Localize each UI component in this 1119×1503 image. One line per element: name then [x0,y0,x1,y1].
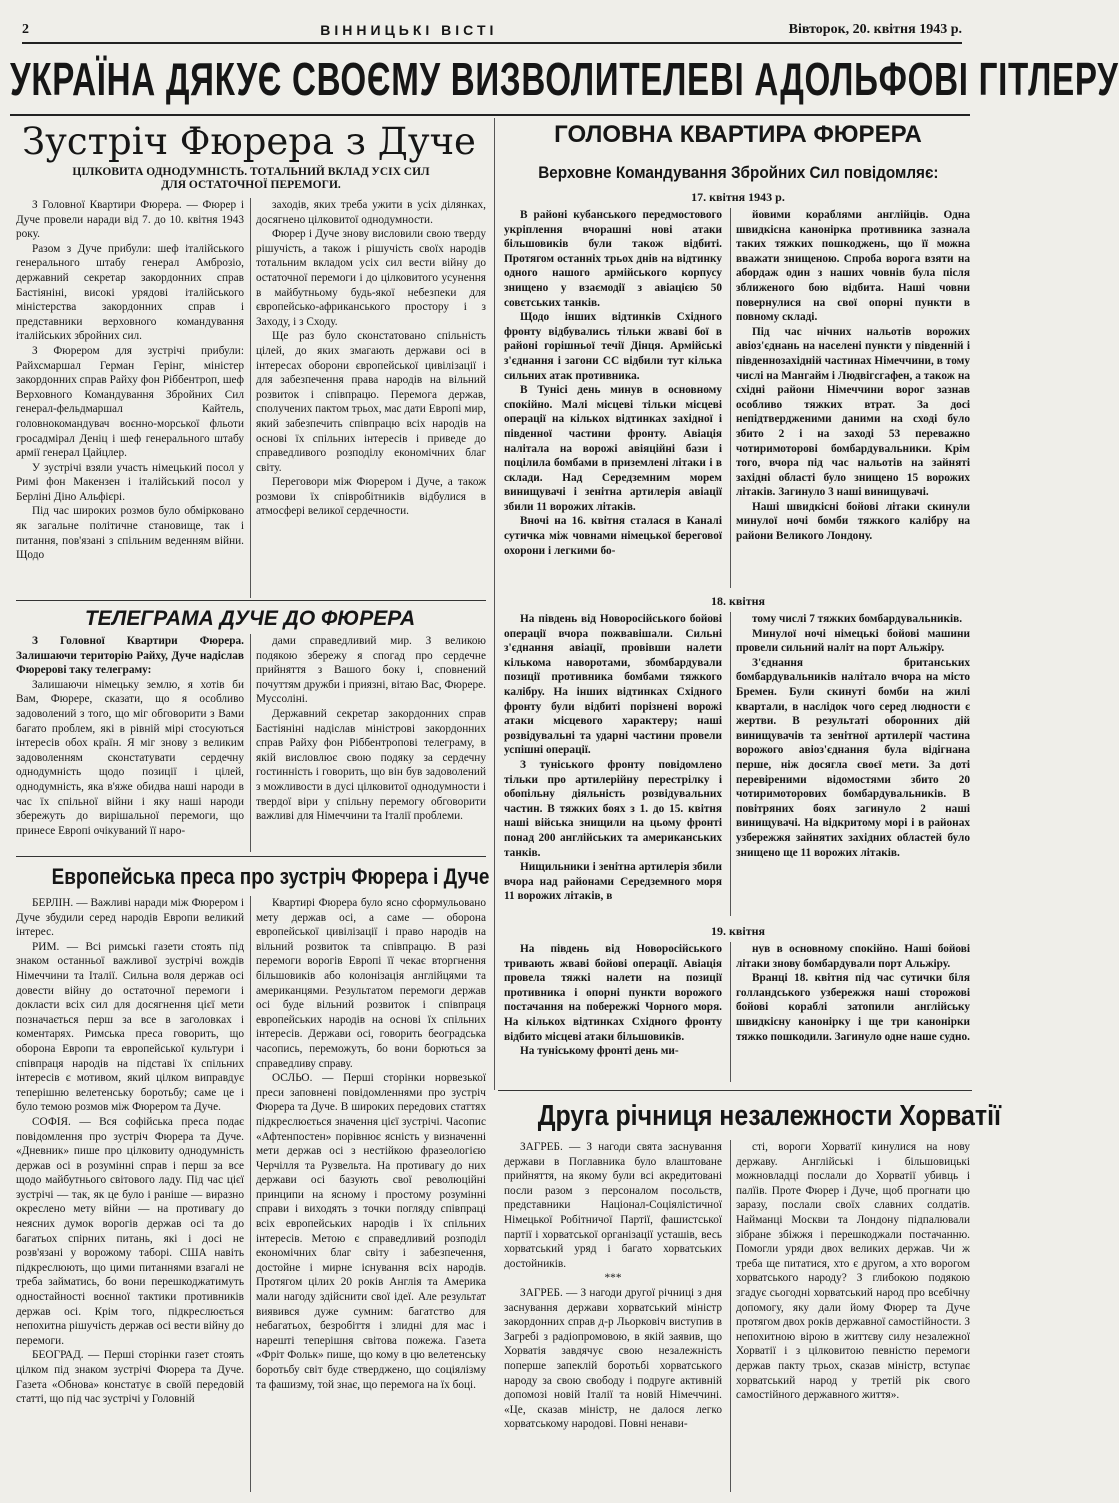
article2-para: дами справедливий мир. З великою подякою збережу я спогад про сердечне прийняття з Вашого боку і, сповнений почуттям дружби і приязні, вітаю Вас, Фюрере. Муссоліні. [256,635,486,706]
article4-column2-part2 [736,612,970,916]
article1-subtitle-line2: ДЛЯ ОСТАТОЧНОЇ ПЕРЕМОГИ. [161,179,341,191]
article4-date-18: 18. квітня [710,594,766,608]
article-rule [16,600,486,601]
article3-column2 [256,896,486,1492]
report-para: Вранці 18. квітня під час сутички біля голландського узбережжя наші сторожові бойові кораблі затопили англійську швидкісну канонірку і ще три канонірки тяжко пошкодили. Загинуло одне наше судно. [736,972,970,1043]
report-para: З туніського фронту повідомлено тільки про артилерійну перестрілку і обопільну діяльність розвідувальних частин. В тяжких боях з 1. до 15. квітня наші війська знищили на цьому фронті понад 200 англійських та американських танків. [504,758,722,859]
article4-subtitle [500,160,976,186]
article5-para: сті, вороги Хорватії кинулися на нову державу. Англійські і більшовицькі можновладці послали до Хорватії убивць і палїів. Проте Фюрер і Дуче, щоб прогнати цю заразу, послали своїх славних солдатів. Найманці Москви та Лондону підпалювали зібране збіжжя і перешкоджали постачанню. Помогли уряди двох великих держав. Чи ж треба ще питатися, хто є другом, а хто ворогом хорватського народу? З глибокою подякою згадує сьогодні хорватський народ про всебічну допомогу, яку дали йому Фюрер та Дуче протягом двох років державної самостійности. З непохитною вірою в життєву силу незалежної Хорватії і з цілковитою певністю перемоги держав пакту трьох, сказав міністр, вступає хорватський народ у третій рік свого самостійного державного життя». [736,1141,970,1402]
article1-para: Під час широких розмов було обмірковано як загальне політичне становище, так і питання, пов'язані з спільним веденням війни. Щодо [16,505,244,562]
report-para: йовими кораблями англійців. Одна швидкісна канонірка противника зазнала таких тяжких пошкоджень, що її можна вважати знищеною. Спроба ворога взяти на абордаж один з наших човнів була після зближеного бою відбита. Наші човни повернулися на свої опорні пункти в повному складі. [736,209,970,324]
issue-date: Вівторок, 20. квітня 1943 р. [788,22,962,37]
article3-title [16,862,490,892]
article1-column1 [16,198,244,598]
article-rule [16,856,486,857]
article2-column1 [16,634,244,852]
report-para: З'єднання британських бомбардувальників налітало вчора на місто Бремен. Були скинуті бомби на жилі квартали, в наслідок чого серед людности є жертви. В результаті оборонних дій винищувачів та зенітної артилерії частина ворожого авіоз'єднання була відігнана перше, ніж досягла своєї мети. За доті перевіреними відомостями збито 20 чотиримоторових бомбардувальників. В повітряних боях загинуло 2 наші винищувачі. На відкритому морі і в районах узбережжя зайнятих західних областей було знищено ще 11 ворожих літаків. [736,656,970,859]
article2-title: ТЕЛЕГРАМА ДУЧЕ ДО ФЮРЕРА [84,607,416,630]
column-rule [730,612,731,916]
report-para: На туніському фронті день ми- [520,1045,679,1058]
report-para: На південь від Новоросійського тривають жваві бойові операції. Авіація провела тяжкі налети на позиції противника і опорні пункти ворожого постачання на побережжі Чорного моря. На кількох відтинках Східного фронту відбито місцеві атаки більшовиків. [504,943,722,1043]
article1-para: Ще раз було сконстатовано спільність цілей, до яких змагають держави осі в інтересах оборони європейської цивілізації і для забезпечення права народів на вільний розвиток і співпрацю. Перемога держав, сполучених пактом трьох, мас дати Европі мир, який забезпечить співпрацю всіх народів на основі їх спільних інтересів і приведе до справедливого розподілу економічних благ світу. [256,330,486,474]
article2-para: Державний секретар закордонних справ Бастіяніні надіслав міністрові закордонних справ Райху фон Ріббентропові телеграму, в якій висловлює свою подяку за сердечну гостинність і говорить, що він був задоволений з можливости в дусі цілковитої однодумности і твердої віри у спільну перемогу обговорити важливі для Німеччини та Італії проблеми. [256,707,486,823]
article1-para: Разом з Дуче прибули: шеф італійського генерального штабу генерал Амброзіо, державний секретар закордонних справ Бастіяніні, високі урядові італійського міністерства закордонних справ і представники верховного командування італійських збройних сил. [16,242,244,343]
article4-date-17: 17. квітня 1943 р. [691,190,785,204]
front-banner-headline: УКРАЇНА ДЯКУЄ СВОЄМУ ВИЗВОЛИТЕЛЕВІ АДОЛЬФОВІ ГІТЛЕРУ [10,53,1119,105]
article1-title: Зустріч Фюрера з Дуче [22,120,476,163]
article5-title-text: Друга річниця незалежности Хорватії [537,1100,1002,1132]
article1-column2 [256,198,486,598]
article-rule [498,1090,972,1091]
article3-para: БЕРЛІН. — Важливі наради між Фюрером і Дуче збудили серед народів Европи великий інтерес. [16,897,244,939]
article4-column1-part3 [504,942,722,1082]
article5-column1 [504,1140,722,1492]
article5-para: ЗАГРЕБ. — З нагоди свята заснування держави в Поглавника було влаштоване прийняття, на якому були всі акредитовані посли разом з персоналом посольств, представники Націонал-Соціялістичної Німецької Робітничої Партії, фашистської партії і хорватської організації усташів, весь хорватський уряд і багато хорватських достойників. [504,1141,722,1270]
report-para: В районі кубанського передмостового укріплення вчорашні нові атаки більшовиків були також відбиті. Протягом останніх трьох днів на відтинку одного нашого армійського корпусу знищено у взаємодії з авіацією 50 совєтських танків. [504,209,722,309]
report-para: Щодо інших відтинків Східного фронту відбувались тільки жваві бої в районі горішньої течії Дінця. Армійські з'єднання і загони СС відбили тут кілька сильних атак противника. [504,311,722,382]
article4-column2-part3 [736,942,970,1082]
article4-subtitle-text: Верховне Командування Збройних Сил повідомляє: [537,163,939,182]
article1-para: Фюрер і Дуче знову висловили свою тверду рішучість, а також і рішучість своїх народів тотальним вкладом усіх сил вести війну до остаточної перемоги і до цілковитого усунення в майбутньому будь-якої небезпеки для європейсько-африканського простору і з Заходу, і з Сходу. [256,228,486,328]
paper-name: ВІННИЦЬКІ ВІСТІ [320,22,498,38]
article5-separator: *** [604,1272,622,1285]
article1-subtitle [20,166,482,192]
article3-title-text: Европейська преса про зустріч Фюрера і Дуче [51,864,490,889]
article3-para: БЕОГРАД. — Перші сторінки газет стоять цілком під знаком зустрічі Фюрера та Дуче. Газета «Обнова» констатує в своїй передовій статті, що під час зустрічі у Головній [16,1349,244,1406]
page-number: 2 [22,22,29,37]
article3-column1 [16,896,244,1492]
report-para: Минулої ночі німецькі бойові машини провели сильний наліт на порт Альжіру. [736,627,970,655]
article4-column2-part1 [736,208,970,588]
report-para: Під час нічних нальотів ворожих авіоз'єднань на населені пункти у південній і південнозахідній частинах Німеччини, в тому числі на Мангайм і Людвігсгафен, а також на східні райони Німеччини ворог зазнав особливо тяжких втрат. За досі непідтвердженими даними на сході було збито 2 і на заході 53 переважно чотиримоторові бомбардувальники. Крім того, вчора під час нальотів на зайняті західні області було знищено 15 ворожих літаків. Загинуло 3 наші винищувачі. [736,325,970,499]
article1-para: заходів, яких треба ужити в усіх ділянках, досягнено цілковитої однодумности. [256,199,486,226]
report-para: Наші швидкісні бойові літаки скинули минулої ночі бомби тяжкого калібру на райони Великого Лондону. [736,500,970,543]
article4-date-19: 19. квітня [710,924,766,938]
article1-para: Переговори між Фюрером і Дуче, а також розмови їх співробітників відбулися в атмосфері великої сердечности. [256,476,486,518]
article3-para: ОСЛЬО. — Перші сторінки норвезької преси заповнені повідомленнями про зустріч Фюрера та Дуче. В широких передових статтях підкреслюється значення цієї зустрічі. Часопис «Афтенпостен» порівнює ясність у визначенні мети держав осі з нестійкою фразеологією Черчілля та Рузвельта. На противагу до них держави осі базують свої революційні принципи на ясному і простому розумінні справи і виходять з точки погляду співпраці всіх европейських народів і їх спільних інтересів. Метою є справедливий розподіл економічних благ світу і забезпечення, достойне і мирне існування всіх народів. Протягом цілих 20 років Англія та Америка мали нагоду здійснити свої ідеї. Але результат виявився дуже сумним: багатство для небагатьох, безробіття і злидні для мас і нарешті теперішня світова пожежа. Газета «Фріт Фольк» пише, що кому в цю велетенську боротьбу світ буде стверджено, що соціялізму та фашизму, той знає, що перемога на їх боці. [256,1072,486,1391]
report-para: В Тунісі день минув в основному спокійно. Малі місцеві тільки місцеві операції на кількох відтинках західної і південної частини фронту. Авіація налітала на ворожі авіяційні бази і поцілила бомбами в приземлені літаки і в склади. Над Середземним морем винищувачі і зенітна артилерія авіації збили 11 ворожих літаків. [504,384,722,513]
banner-rule [10,114,970,116]
article1-para: У зустрічі взяли участь німецький посол у Римі фон Макензен і італійський посол у Берліні Діно Альфієрі. [16,461,244,503]
article2-column2 [256,634,486,852]
article2-para: З Головної Квартири Фюрера. Залишаючи територію Райху, Дуче надіслав Фюрерові таку телеграму: [16,635,244,677]
article3-para: СОФІЯ. — Вся софійська преса подає повідомлення про зустріч Фюрера та Дуче. «Дневник» пише про цілковиту однодумність держав осі в розумінні справ і перш за все щодо майбутнього світового ладу. Під час цієї зустрічі — так, як це було і раніше — виразно окреслено мету війни — на противагу до неясних думок ворогів держав осі та до багатьох спірних питань, які і досі не розв'язані у ворожому таборі. США навіть підкреслюють, що цими питаннями взагалі не треба займатись, бо вони перешкоджатимуть одностайності воєнної тактики противників держав осі. Крім того, підкреслюється непохитна рішучість держав осі вести війну до перемоги. [16,1115,244,1347]
column-rule [250,634,251,852]
column-rule [730,1140,731,1492]
article1-para: З Фюрером для зустрічі прибули: Райхсмаршал Герман Герінг, міністер закордонних справ Райху фон Ріббентроп, шеф Верховного Командування Збройних Сил генерал-фельдмаршал Кайтель, головнокомандувач воєнно-морської фльоти гросадмірал Деніц і шеф генерального штабу армії генерал Цайцлер. [16,344,244,460]
column-rule [250,198,251,598]
article3-para: РИМ. — Всі римські газети стоять під знаком останньої важливої зустрічі вождів Німеччини та Італії. Сильна воля держав осі довести війну до остаточної перемоги і докласти всіх сил для досягнення цієї мети позначається перш за все в заголовках і коментарях. Римська преса говорить, що оборона Европи та европейської культури і співпраця народів на підставі їх спільних інтересів є мотивом, який цілком виправдує теперішню велетенську боротьбу; саме це і було темою розмов між Фюрером та Дуче. [16,940,244,1114]
article5-para: ЗАГРЕБ. — З нагоди другої річниці з дня заснування держави хорватський міністр закордонних справ д-р Льорковіч виступив в Загребі з радіопромовою, в якій заявив, що Хорватія завдячує свою незалежність поперше запеклій боротьбі хорватського народу за свою свободу і подруге активній допомозі новій Італії та новій Німеччині. «Це, сказав міністр, не далося легко хорватському народові. Повні ненави- [504,1286,722,1431]
column-rule [250,896,251,1492]
article1-para: З Головної Квартири Фюрера. — Фюрер і Дуче провели наради від 7. до 10. квітня 1943 року. [16,199,244,241]
article4-title: ГОЛОВНА КВАРТИРА ФЮРЕРА [554,121,922,148]
article5-title [500,1094,1002,1138]
article1-subtitle-line1: ЦІЛКОВИТА ОДНОДУМНІСТЬ. ТОТАЛЬНИЙ ВКЛАД УСІХ СИЛ [72,166,430,178]
column-rule [730,208,731,588]
report-para: Нищильники і зенітна артилерія збили вчора над районами Середземного моря 11 ворожих літаків, в [504,861,722,903]
article3-para: Квартирі Фюрера було ясно сформульовано мету держав осі, а саме — оборона европейської цивілізації і право народів на вільний розвиток та співпрацю. В разі перемоги ворогів Европі її чекає вторгнення більшовиків або колонізація англійцями та американцями. Результатом перемоги держав осі буде вільний розвиток і співпраця европейських народів на основі їх спільних інтересів. Держави осі, говорить београдська часопись, переможуть, бо вони борються за справедливу справу. [256,897,486,1070]
half-divider [494,118,495,1090]
column-rule [730,942,731,1082]
masthead [22,18,962,44]
report-para: На південь від Новоросійського бойові операції вчора пожвавішали. Сильні з'єднання авіації, провівши налети кількома наворотами, збомбардували позиції противника бомбами тяжкого калібру. На інших відтинках Східного фронту були відбиті порізнені ворожі атаки місцевого характеру; наші розвідувальні та ударні частини провели успішні операції. [504,613,722,757]
report-para: Вночі на 16. квітня сталася в Каналі сутичка між човнами німецької берегової охорони і легкими бо- [504,515,722,557]
report-para: нув в основному спокійно. Наші бойові літаки знову бомбардували порт Альжіру. [736,943,970,970]
article4-column1-part1 [504,208,722,588]
article5-column2 [736,1140,970,1492]
article4-column1-part2 [504,612,722,916]
article2-para: Залишаючи німецьку землю, я хотів би Вам, Фюрере, сказати, що я особливо задоволений з того, що міг обговорити з Вами багато проблем, які в рівній мірі стосуються інтересів обох країн. Я міг знову з великим задоволенням сконстатувати сердечну однодумність щодо позиції і цілей, однодумність, яка в'яже обидва наші народи в час їх спільної війни і яку наші народи збережуть до вирішальної перемоги, що принесе Европі очікуваний її наро- [16,678,244,837]
report-para: тому числі 7 тяжких бомбардувальників. [752,613,963,625]
